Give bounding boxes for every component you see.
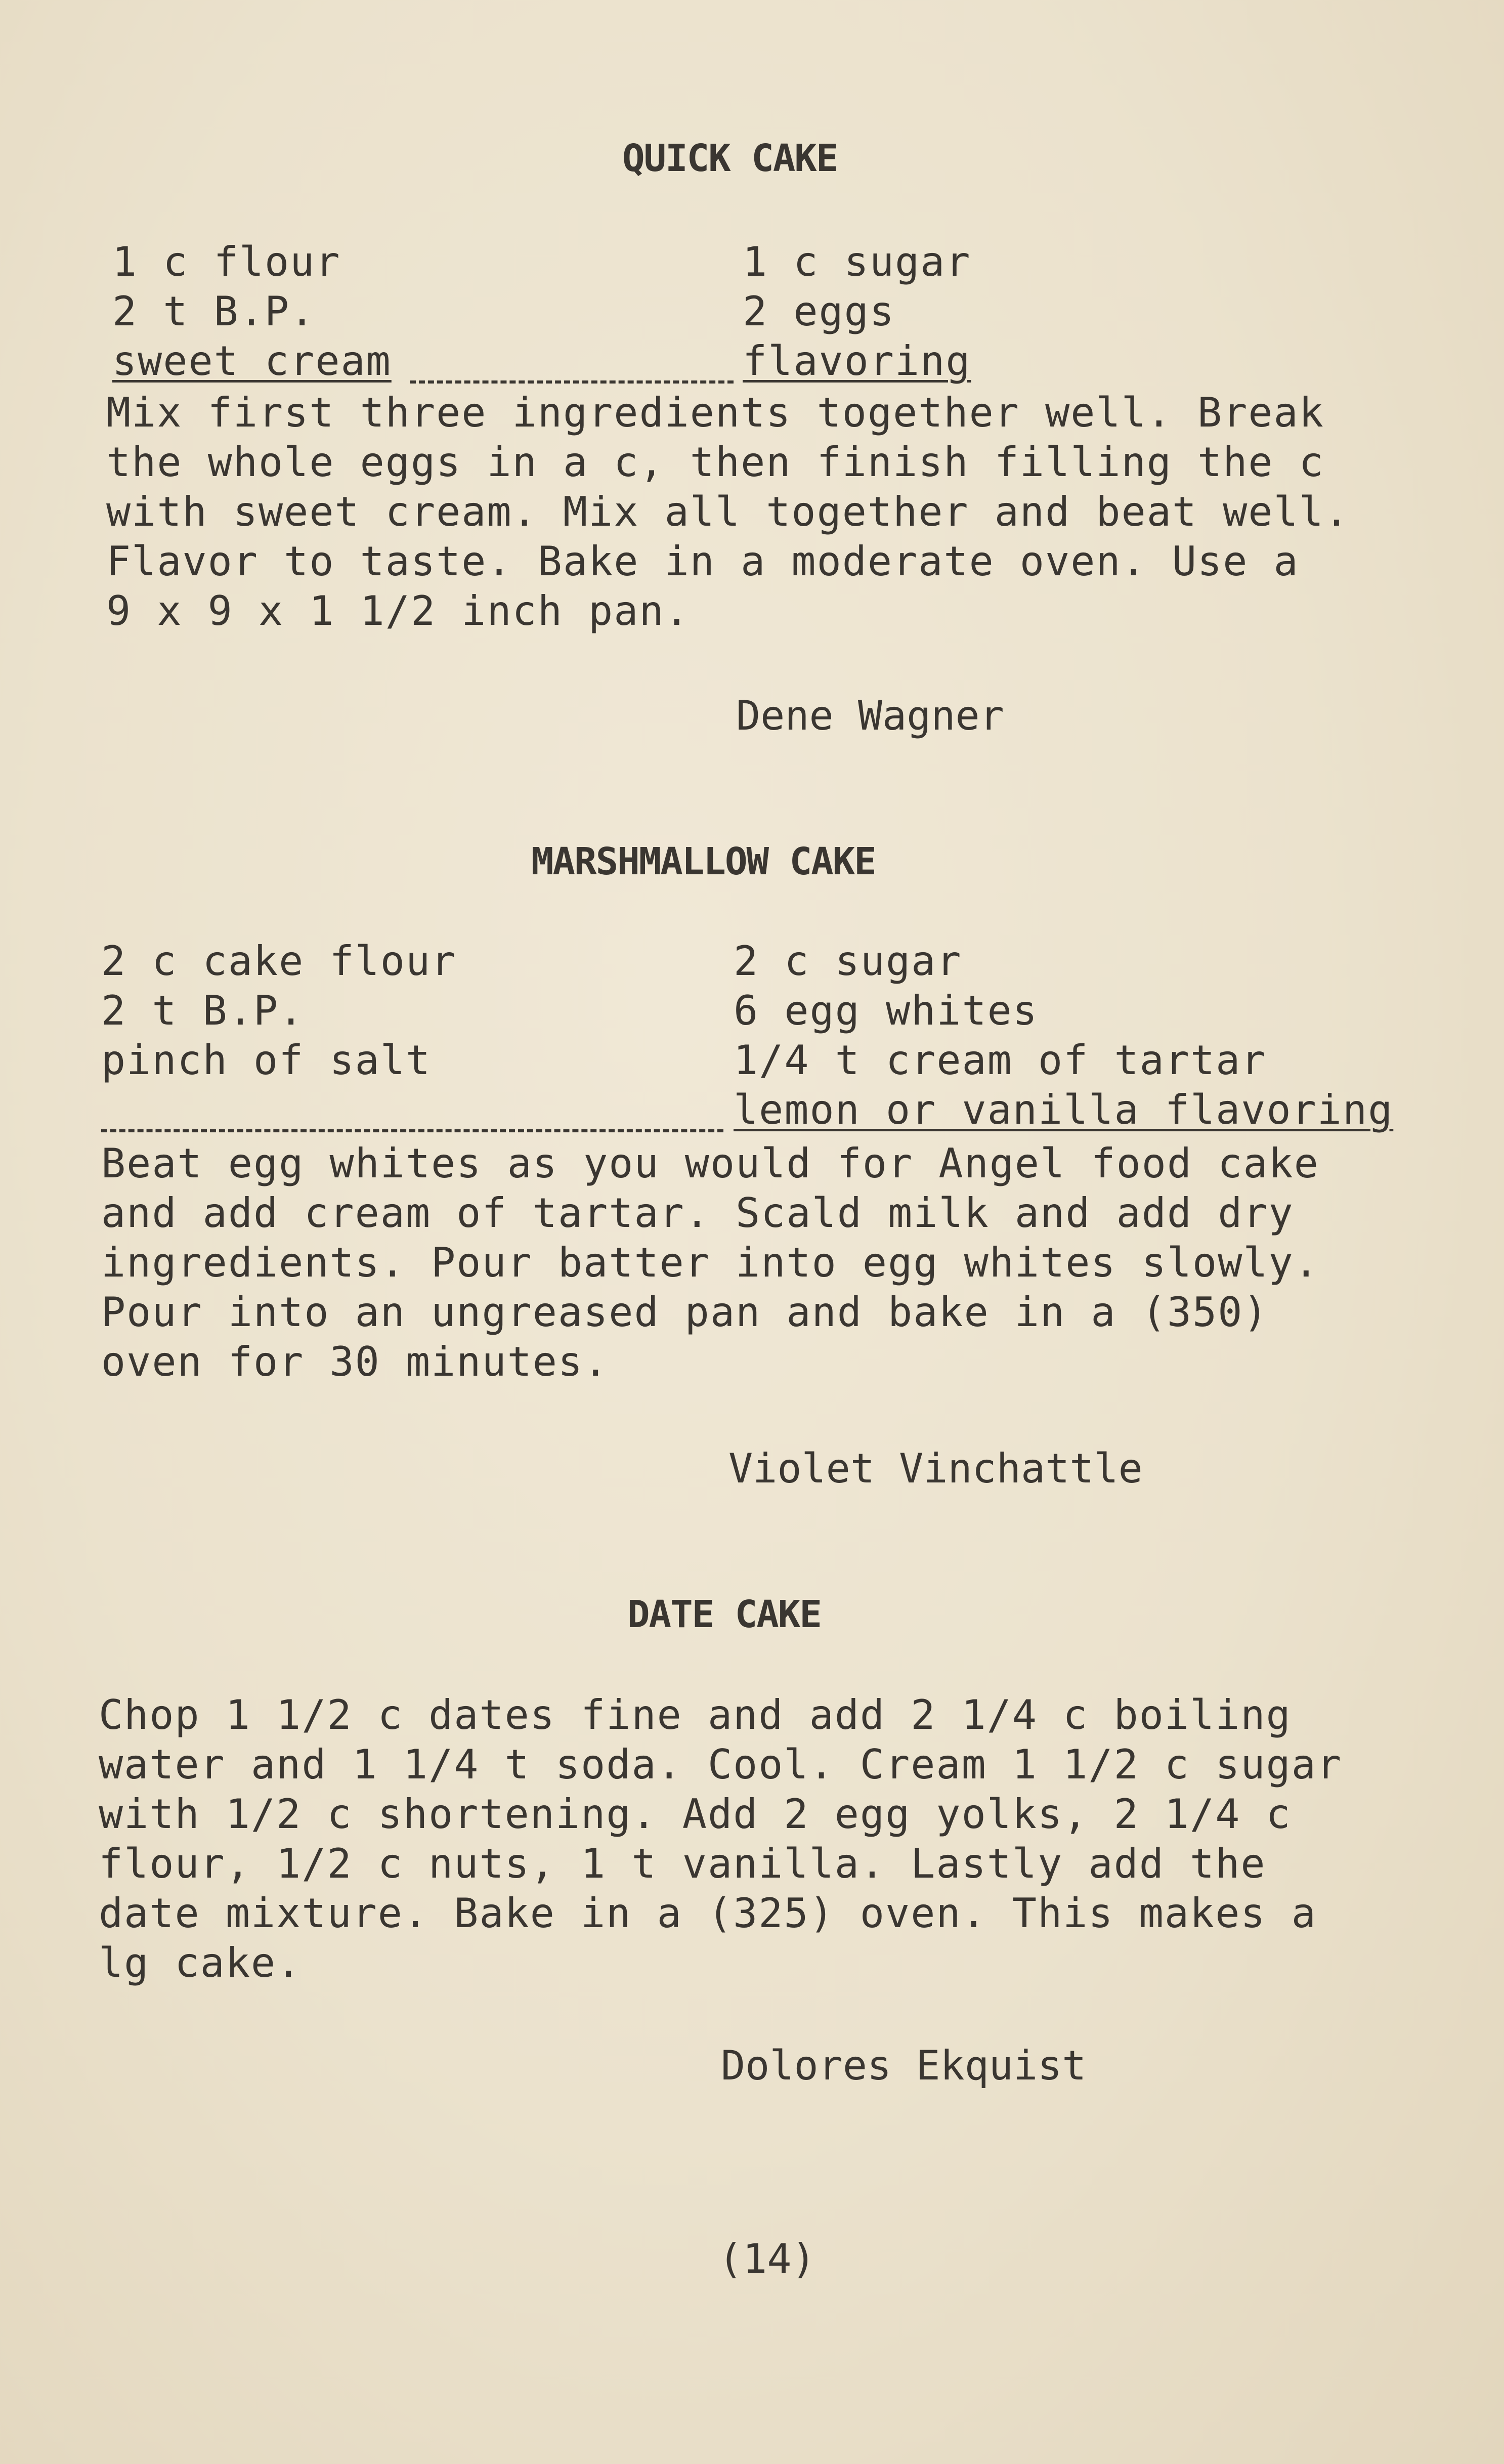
direction-line: water and 1 1/4 t soda. Cool. Cream 1 1/2 c sugar: [99, 1741, 1343, 1788]
ingredient: sweet cream: [112, 337, 392, 385]
direction-line: flour, 1/2 c nuts, 1 t vanilla. Lastly add the: [99, 1840, 1266, 1887]
direction-line: Mix first three ingredients together well. Break: [106, 389, 1324, 436]
ingredient: 1 c flour: [112, 238, 341, 285]
ingredient: lemon or vanilla flavoring: [734, 1086, 1394, 1133]
direction-line: 9 x 9 x 1 1/2 inch pan.: [106, 587, 690, 634]
direction-line: Beat egg whites as you would for Angel food cake: [101, 1140, 1319, 1187]
direction-line: Chop 1 1/2 c dates fine and add 2 1/4 c boiling: [99, 1691, 1292, 1738]
ingredient: pinch of salt: [101, 1037, 432, 1084]
direction-line: and add cream of tartar. Scald milk and add dry: [101, 1189, 1294, 1237]
recipe-author: Dene Wagner: [736, 692, 1004, 739]
ingredient: 2 c cake flour: [101, 938, 457, 985]
ingredient: 2 eggs: [743, 288, 895, 335]
direction-line: oven for 30 minutes.: [101, 1338, 609, 1385]
ingredient: 1/4 t cream of tartar: [734, 1037, 1267, 1084]
recipe-title: QUICK CAKE: [622, 137, 838, 180]
direction-line: the whole eggs in a c, then finish filling the c: [106, 439, 1324, 486]
ingredient: 2 t B.P.: [112, 288, 316, 335]
ingredient: 1 c sugar: [743, 238, 971, 285]
direction-line: Pour into an ungreased pan and bake in a (350): [101, 1289, 1269, 1336]
ingredient: 2 c sugar: [734, 938, 962, 985]
direction-line: ingredients. Pour batter into egg whites slowly.: [101, 1239, 1319, 1286]
ingredient: 6 egg whites: [734, 987, 1038, 1034]
recipe-author: Violet Vinchattle: [728, 1445, 1143, 1492]
direction-line: date mixture. Bake in a (325) oven. This makes a: [99, 1890, 1317, 1937]
ingredient-divider: [410, 380, 734, 384]
ingredient: flavoring: [743, 337, 971, 385]
direction-line: lg cake.: [99, 1939, 302, 1986]
direction-line: with sweet cream. Mix all together and beat well.: [106, 488, 1350, 535]
ingredient: 2 t B.P.: [101, 987, 305, 1034]
recipe-title: MARSHMALLOW CAKE: [531, 840, 876, 883]
ingredient-divider: [101, 1129, 723, 1132]
recipe-author: Dolores Ekquist: [721, 2042, 1087, 2089]
recipe-title: DATE CAKE: [627, 1593, 821, 1636]
page-number: (14): [718, 2235, 816, 2282]
direction-line: Flavor to taste. Bake in a moderate oven. Use a: [106, 538, 1299, 585]
direction-line: with 1/2 c shortening. Add 2 egg yolks, 2 1/4 c: [99, 1791, 1292, 1838]
